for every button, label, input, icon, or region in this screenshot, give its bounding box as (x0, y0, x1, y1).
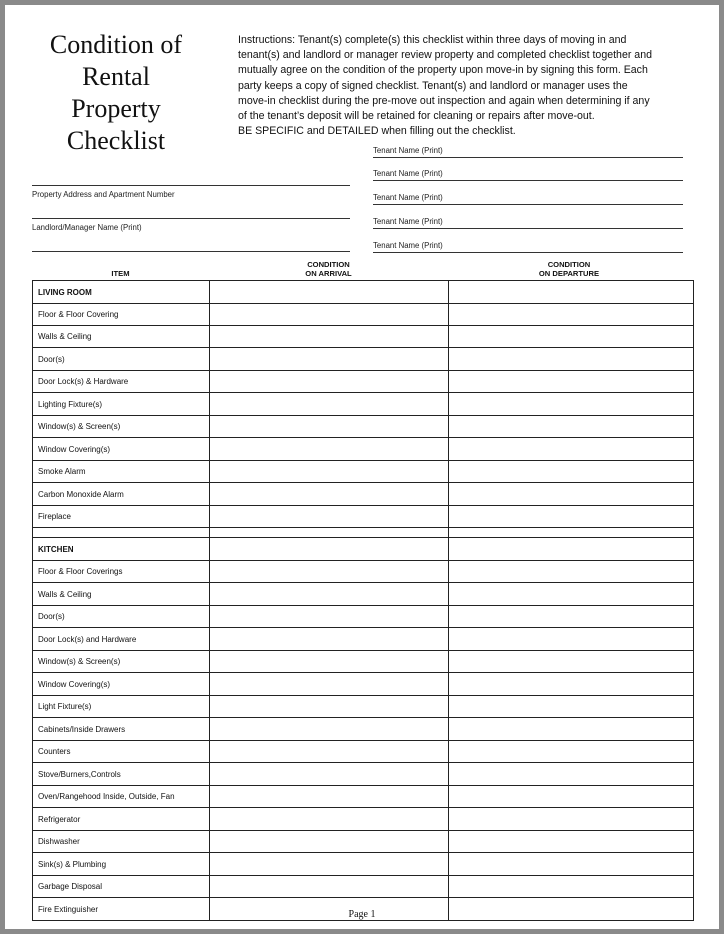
arrival-condition-cell[interactable] (210, 628, 449, 650)
item-label: Door(s) (33, 348, 210, 370)
item-column-header (32, 269, 209, 278)
table-row (33, 808, 693, 831)
tenant-name-field[interactable] (373, 238, 683, 253)
table-row (33, 393, 693, 416)
tenant-name-label: Tenant Name (Print) (373, 146, 443, 155)
table-row (33, 506, 693, 528)
tenant-name-field[interactable] (373, 166, 683, 181)
departure-condition-cell[interactable] (449, 348, 691, 370)
title-line: Rental (82, 62, 150, 91)
tenant-name-label: Tenant Name (Print) (373, 193, 443, 202)
item-label: Fireplace (33, 506, 210, 527)
arrival-condition-cell[interactable] (210, 673, 449, 695)
departure-condition-cell[interactable] (449, 483, 691, 505)
property-address-field[interactable] (32, 185, 350, 199)
table-row (33, 628, 693, 651)
arrival-condition-cell[interactable] (210, 416, 449, 437)
checklist-page (5, 5, 719, 929)
tenant-name-label: Tenant Name (Print) (373, 217, 443, 226)
table-row (33, 853, 693, 876)
item-label: Counters (33, 741, 210, 762)
section-row (33, 538, 693, 561)
item-label: Floor & Floor Coverings (33, 561, 210, 582)
departure-condition-cell[interactable] (449, 673, 691, 695)
arrival-condition-cell[interactable] (210, 831, 449, 852)
table-row (33, 438, 693, 461)
section-row (33, 281, 693, 304)
departure-condition-cell[interactable] (449, 461, 691, 482)
title-line: Condition of (49, 30, 183, 59)
item-label: Floor & Floor Covering (33, 304, 210, 325)
departure-condition-cell[interactable] (449, 281, 691, 303)
departure-condition-cell[interactable] (449, 506, 691, 527)
landlord-name-field[interactable] (32, 218, 350, 232)
arrival-header-line: ON ARRIVAL (305, 269, 352, 278)
arrival-condition-cell[interactable] (210, 438, 449, 460)
item-label: Door(s) (33, 606, 210, 627)
table-row (33, 416, 693, 438)
item-label: Window Covering(s) (33, 438, 210, 460)
item-label: Light Fixture(s) (33, 696, 210, 717)
tenant-name-field[interactable] (373, 143, 683, 158)
departure-condition-cell[interactable] (449, 763, 691, 785)
table-row (33, 528, 693, 538)
departure-condition-cell[interactable] (449, 628, 691, 650)
table-row (33, 606, 693, 628)
item-label: Lighting Fixture(s) (33, 393, 210, 415)
item-label (33, 528, 210, 537)
departure-condition-cell[interactable] (449, 561, 691, 582)
table-row (33, 461, 693, 483)
departure-condition-cell[interactable] (449, 741, 691, 762)
title-line: Checklist (66, 126, 166, 155)
document-title (5, 29, 227, 157)
table-row (33, 673, 693, 696)
item-label: Door Lock(s) and Hardware (33, 628, 210, 650)
table-row (33, 371, 693, 393)
table-row (33, 326, 693, 348)
item-label: Door Lock(s) & Hardware (33, 371, 210, 392)
section-heading: LIVING ROOM (33, 281, 210, 303)
instructions-line: Instructions: Tenant(s) complete(s) this checklist within three days of moving in and (238, 34, 627, 46)
table-row (33, 304, 693, 326)
item-label: Walls & Ceiling (33, 326, 210, 347)
item-label: Smoke Alarm (33, 461, 210, 482)
arrival-condition-cell[interactable] (210, 348, 449, 370)
item-label: Refrigerator (33, 808, 210, 830)
table-row (33, 876, 693, 898)
arrival-condition-cell[interactable] (210, 606, 449, 627)
departure-condition-cell[interactable] (449, 853, 691, 875)
table-row (33, 741, 693, 763)
item-label: Cabinets/Inside Drawers (33, 718, 210, 740)
table-row (33, 786, 693, 808)
departure-condition-cell[interactable] (449, 651, 691, 672)
instructions-line: tenant(s) and landlord or manager review property and completed checklist together and (238, 49, 652, 62)
instructions (238, 33, 688, 139)
departure-condition-cell[interactable] (449, 416, 691, 437)
departure-header-line: CONDITION (547, 260, 591, 269)
tenant-name-label: Tenant Name (Print) (373, 169, 443, 178)
item-label: Window(s) & Screen(s) (33, 651, 210, 672)
item-label: Sink(s) & Plumbing (33, 853, 210, 875)
departure-condition-cell[interactable] (449, 393, 691, 415)
property-address-label: Property Address and Apartment Number (32, 190, 175, 199)
departure-condition-cell[interactable] (449, 831, 691, 852)
departure-condition-cell[interactable] (449, 326, 691, 347)
arrival-column-header (209, 260, 448, 278)
departure-condition-cell[interactable] (449, 808, 691, 830)
table-row (33, 561, 693, 583)
table-row (33, 583, 693, 606)
tenant-name-field[interactable] (373, 190, 683, 205)
table-row (33, 718, 693, 741)
arrival-condition-cell[interactable] (210, 876, 449, 897)
arrival-condition-cell[interactable] (210, 718, 449, 740)
tenant-name-field[interactable] (373, 214, 683, 229)
item-label: Window(s) & Screen(s) (33, 416, 210, 437)
arrival-condition-cell[interactable] (210, 393, 449, 415)
arrival-header-line: CONDITION (307, 260, 350, 269)
item-label: Oven/Rangehood Inside, Outside, Fan (33, 786, 210, 807)
instructions-line: BE SPECIFIC and DETAILED when filling out the checklist. (238, 125, 516, 138)
arrival-condition-cell[interactable] (210, 281, 449, 303)
item-header-text: ITEM (111, 269, 130, 278)
instructions-line: party keeps a copy of signed checklist. Tenant(s) and landlord or manager uses the (238, 79, 628, 92)
item-label: Dishwasher (33, 831, 210, 852)
arrival-condition-cell[interactable] (210, 763, 449, 785)
table-row (33, 348, 693, 371)
landlord-name-label: Landlord/Manager Name (Print) (32, 223, 142, 232)
checklist-table (32, 280, 694, 921)
departure-condition-cell[interactable] (449, 371, 691, 392)
departure-condition-cell[interactable] (449, 538, 691, 560)
instructions-line: mutually agree on the condition of the property upon move-in by signing this form. Each (238, 64, 648, 77)
item-label: Stove/Burners,Controls (33, 763, 210, 785)
item-label: Carbon Monoxide Alarm (33, 483, 210, 505)
departure-condition-cell[interactable] (449, 786, 691, 807)
table-row (33, 763, 693, 786)
departure-condition-cell[interactable] (449, 528, 691, 537)
arrival-condition-cell[interactable] (210, 853, 449, 875)
arrival-condition-cell[interactable] (210, 651, 449, 672)
tenant-name-label: Tenant Name (Print) (373, 241, 443, 250)
arrival-condition-cell[interactable] (210, 786, 449, 807)
departure-condition-cell[interactable] (449, 606, 691, 627)
table-row (33, 651, 693, 673)
arrival-condition-cell[interactable] (210, 741, 449, 762)
section-heading: KITCHEN (33, 538, 210, 560)
departure-condition-cell[interactable] (449, 438, 691, 460)
departure-condition-cell[interactable] (449, 304, 691, 325)
arrival-condition-cell[interactable] (210, 696, 449, 717)
instructions-line: move-in checklist during the pre-move out inspection and again when determining if any (238, 94, 650, 107)
arrival-condition-cell[interactable] (210, 808, 449, 830)
arrival-condition-cell[interactable] (210, 461, 449, 482)
departure-header-line: ON DEPARTURE (538, 269, 600, 278)
arrival-condition-cell[interactable] (210, 538, 449, 560)
arrival-condition-cell[interactable] (210, 561, 449, 582)
instructions-line: of the tenant’s deposit will be retained for cleaning or repairs after move-out. (238, 110, 595, 123)
item-label: Walls & Ceiling (33, 583, 210, 605)
departure-condition-cell[interactable] (449, 696, 691, 717)
item-label: Fire Extinguisher (33, 898, 210, 920)
arrival-condition-cell[interactable] (210, 583, 449, 605)
table-row (33, 696, 693, 718)
table-row (33, 483, 693, 506)
table-row (33, 831, 693, 853)
departure-condition-cell[interactable] (449, 583, 691, 605)
arrival-condition-cell[interactable] (210, 326, 449, 347)
departure-condition-cell[interactable] (449, 876, 691, 897)
arrival-condition-cell[interactable] (210, 528, 449, 537)
title-line: Property (71, 94, 161, 123)
arrival-condition-cell[interactable] (210, 371, 449, 392)
item-label: Garbage Disposal (33, 876, 210, 897)
arrival-condition-cell[interactable] (210, 483, 449, 505)
item-label: Window Covering(s) (33, 673, 210, 695)
arrival-condition-cell[interactable] (210, 506, 449, 527)
arrival-condition-cell[interactable] (210, 304, 449, 325)
page-number: Page 1 (348, 909, 376, 920)
departure-condition-cell[interactable] (449, 718, 691, 740)
departure-column-header (448, 260, 690, 278)
